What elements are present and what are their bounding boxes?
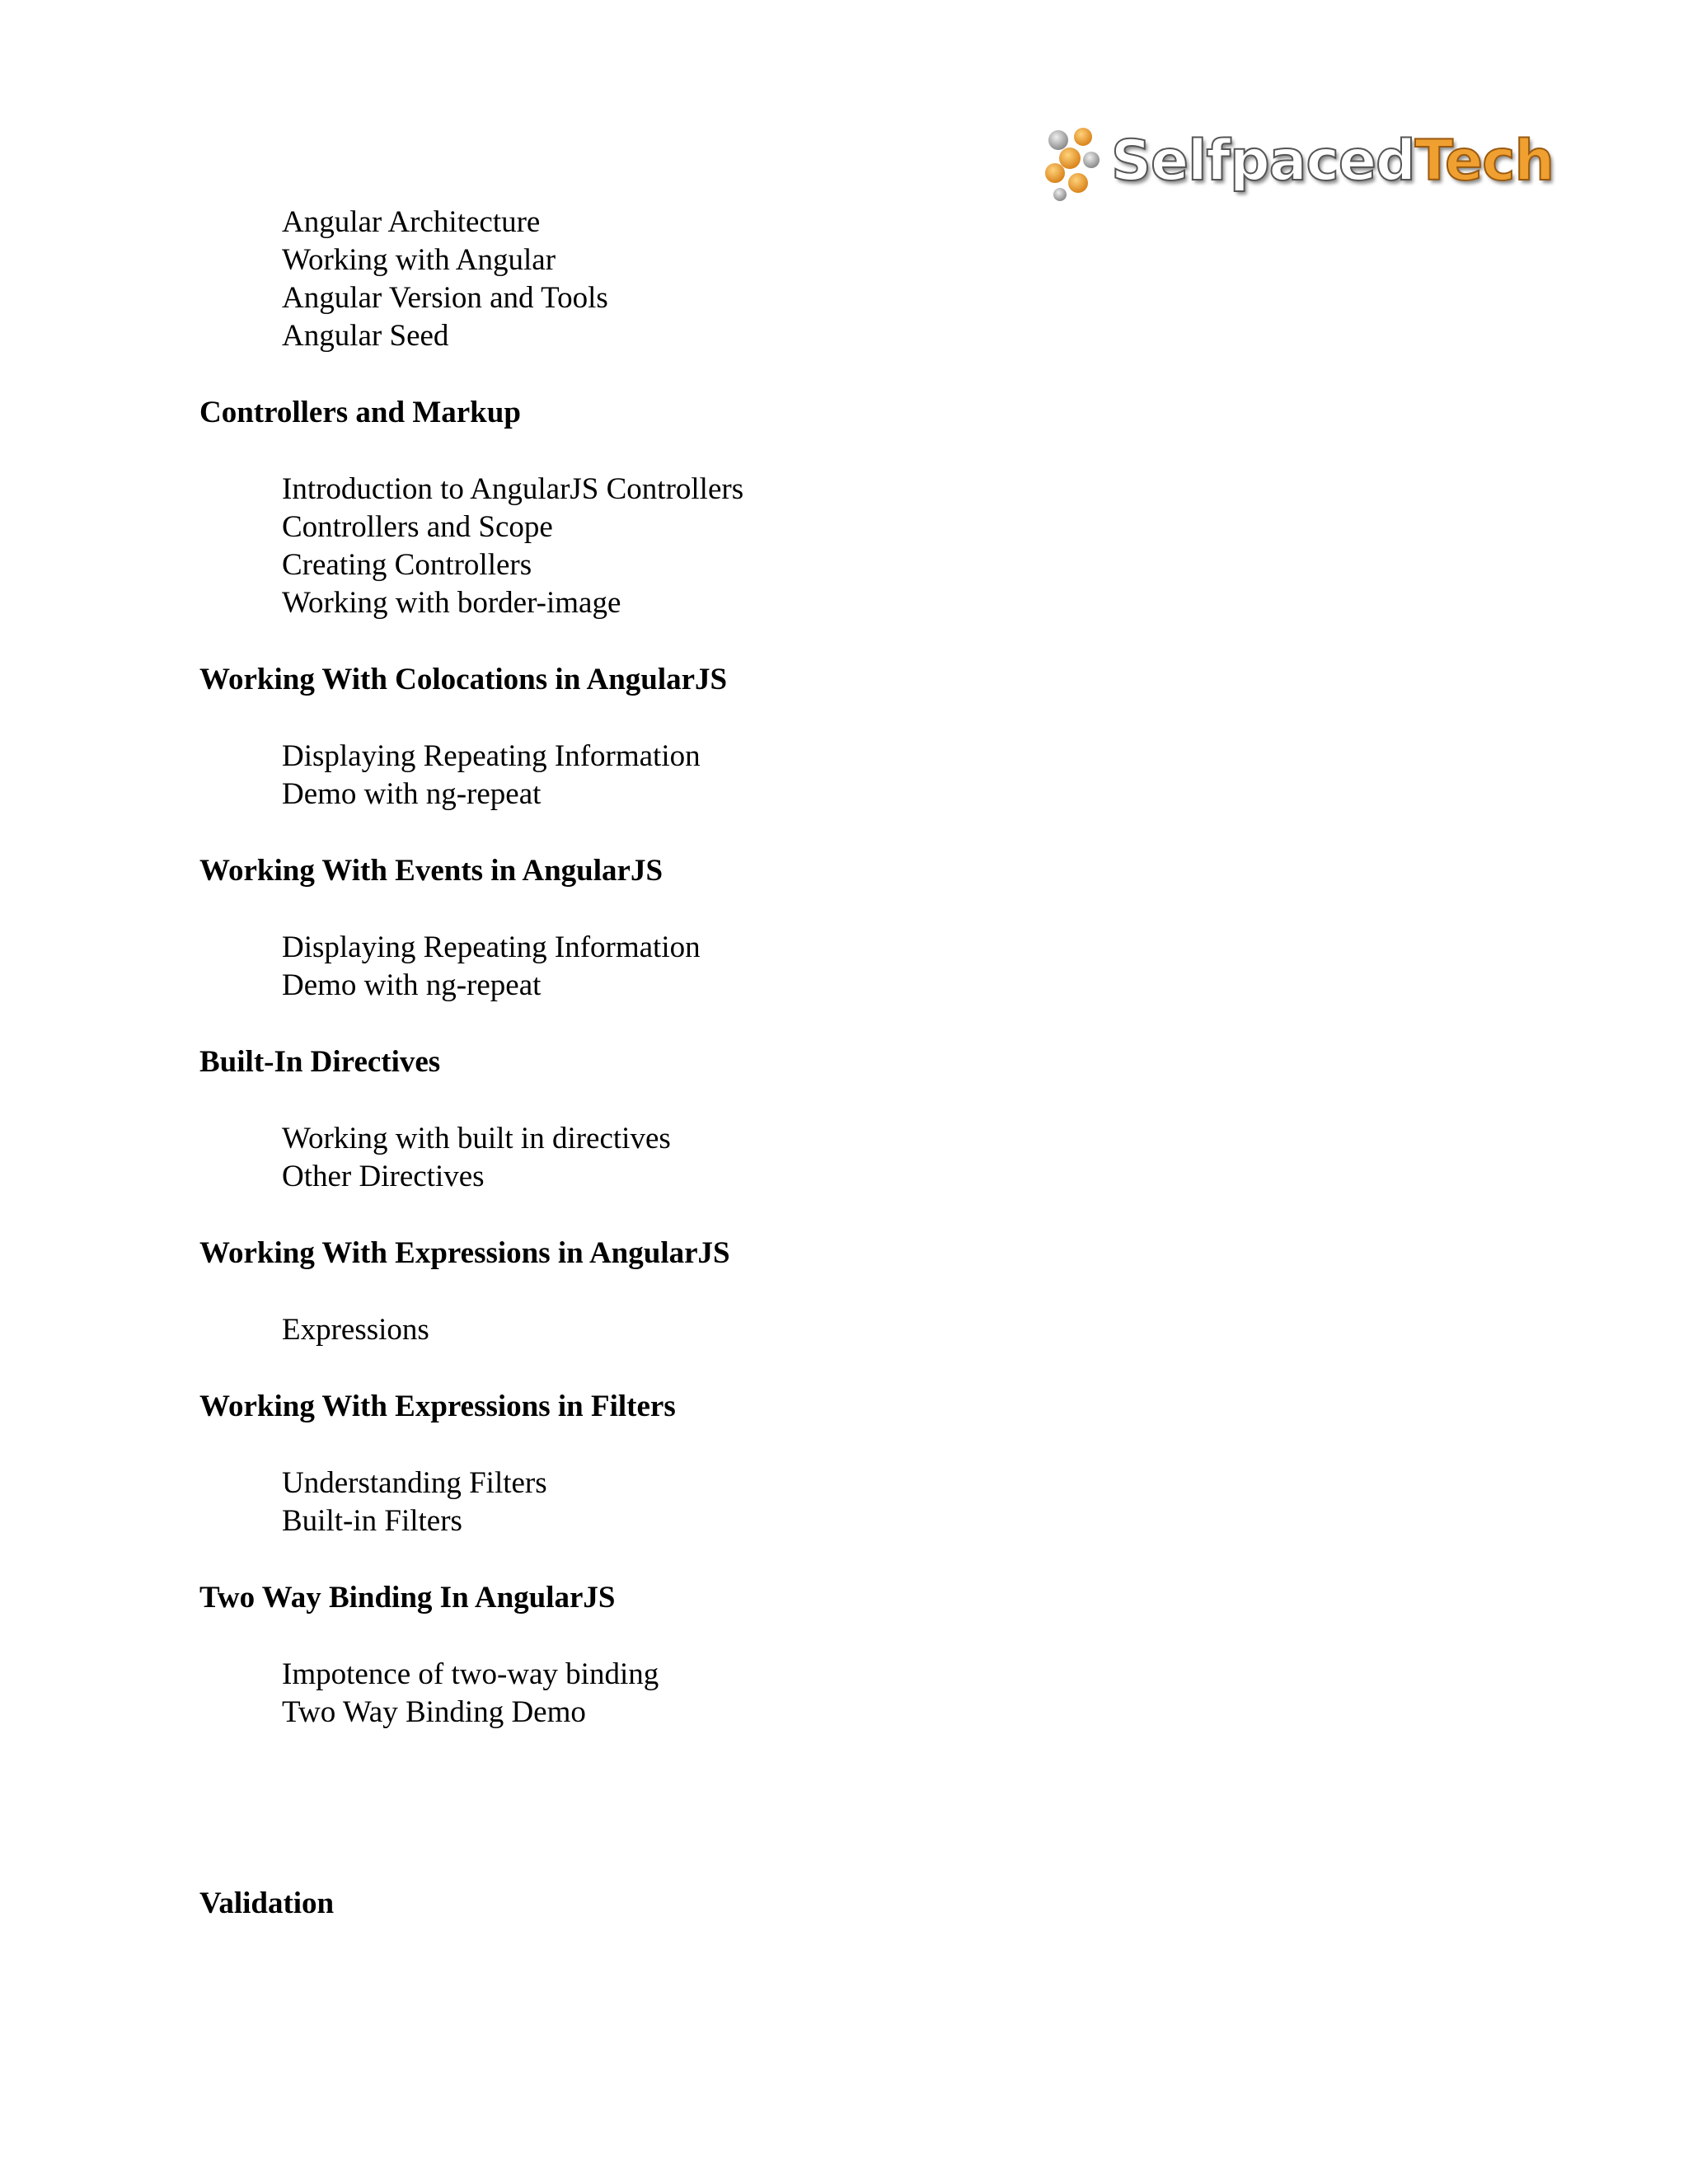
list-item: Creating Controllers xyxy=(282,548,532,582)
list-item: Demo with ng-repeat xyxy=(282,777,542,811)
list-item: Working with built in directives xyxy=(282,1122,671,1155)
list-item: Two Way Binding Demo xyxy=(282,1695,586,1729)
section-heading: Controllers and Markup xyxy=(199,396,521,429)
list-item: Understanding Filters xyxy=(282,1466,547,1500)
selfpacedtech-logo xyxy=(1040,115,1554,208)
list-item: Introduction to AngularJS Controllers xyxy=(282,472,744,506)
section-heading: Working With Events in AngularJS xyxy=(199,854,663,888)
section-heading: Two Way Binding In AngularJS xyxy=(199,1581,616,1615)
list-item: Working with Angular xyxy=(282,243,556,277)
intro-list xyxy=(199,204,1436,355)
list-item: Angular Architecture xyxy=(282,205,541,239)
course-outline xyxy=(199,204,1436,1923)
section-heading: Validation xyxy=(199,1886,335,1920)
logo-mark-icon xyxy=(1040,120,1106,203)
section-heading: Built-In Directives xyxy=(199,1045,441,1079)
list-item: Displaying Repeating Information xyxy=(282,739,701,773)
logo-wordmark xyxy=(1111,129,1554,194)
section-heading: Working With Colocations in AngularJS xyxy=(199,663,728,696)
list-item: Demo with ng-repeat xyxy=(282,968,542,1002)
list-item: Angular Seed xyxy=(282,319,449,353)
list-item: Other Directives xyxy=(282,1160,485,1193)
logo-text-selfpaced: Selfpaced xyxy=(1111,129,1415,194)
section-heading: Working With Expressions in Filters xyxy=(199,1390,676,1423)
section-heading: Working With Expressions in AngularJS xyxy=(199,1236,730,1270)
list-item: Displaying Repeating Information xyxy=(282,930,701,964)
list-item: Controllers and Scope xyxy=(282,510,553,544)
list-item: Impotence of two-way binding xyxy=(282,1657,659,1691)
logo-text-tech: Tech xyxy=(1414,129,1554,194)
list-item: Expressions xyxy=(282,1313,429,1347)
list-item: Working with border-image xyxy=(282,586,621,620)
list-item: Built-in Filters xyxy=(282,1504,462,1538)
list-item: Angular Version and Tools xyxy=(282,281,608,315)
